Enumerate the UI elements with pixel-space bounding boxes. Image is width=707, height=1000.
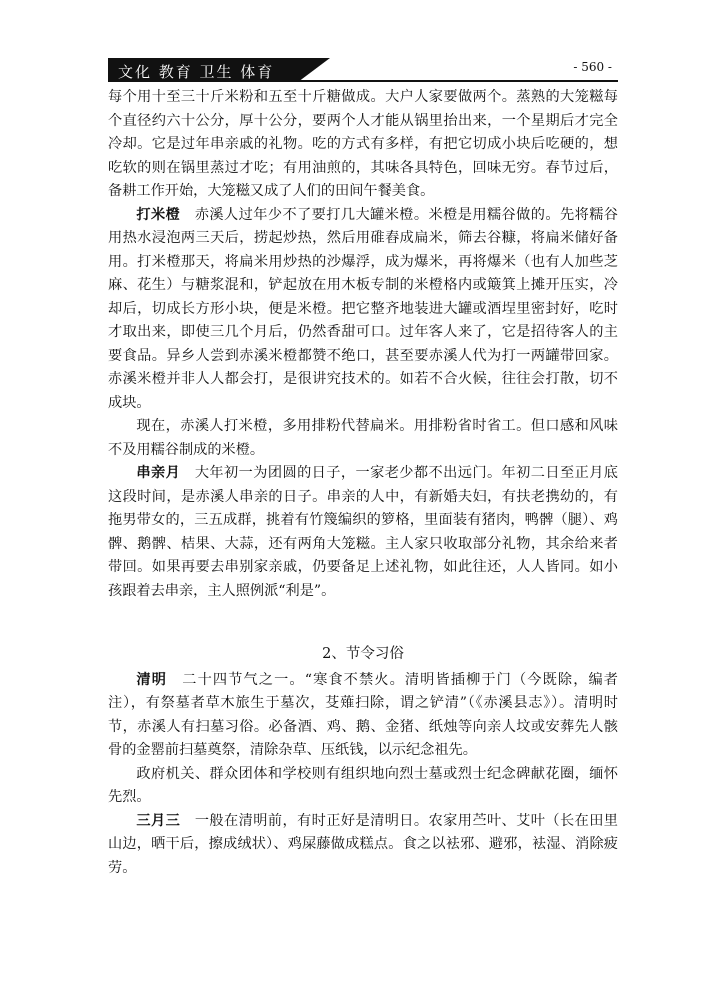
text-chuan-qin-yue: 大年初一为团圆的日子，一家老少都不出远门。年初二日至正月底这段时间，是赤溪人串亲的日子。串亲的人中，有新婚夫妇，有扶老携幼的，有拖男带女的，三五成群，挑着有竹篾编织的箩格，里面装有猪肉，鸭髀（腿）、鸡髀、鹅髀、桔果、大蒜，还有两角大笼糍。主人家只收取部分礼物，其余给来者带回。如果再要去串别家亲戚，仍要备足上述礼物，如此往还，人人皆同。如小孩跟着去串亲，主人照例派“利是”。 <box>108 465 618 599</box>
section-heading: 2、节令习俗 <box>322 646 404 662</box>
header-diagonal-edge <box>298 58 330 82</box>
paragraph-chuan-qin-yue <box>108 462 618 603</box>
term-mi-cheng: 打米橙 <box>136 206 181 223</box>
section-title: 文化 教育 卫生 体育 <box>118 63 275 81</box>
term-chuan-qin-yue: 串亲月 <box>136 465 181 481</box>
page-number: - 560 - <box>573 60 612 74</box>
term-san-yue-san: 三月三 <box>136 812 181 829</box>
spacer <box>108 603 618 619</box>
page-body <box>108 86 618 880</box>
running-header <box>108 58 618 82</box>
term-qingming: 清明 <box>136 671 167 688</box>
paragraph-san-yue-san <box>108 810 618 881</box>
paragraph-continuation: 每个用十至三十斤米粉和五至十斤糖做成。大户人家要做两个。蒸熟的大笼糍每个直径约六十公分，厚十公分，要两个人才能从锅里抬出来，一个星期后才完全冷却。它是过年串亲戚的礼物。吃的方式有多样，有把它切成小块后吃硬的，想吃软的则在锅里蒸过才吃；有用油煎的，其味各具特色，回味无穷。春节过后，备耕工作开始，大笼糍又成了人们的田间午餐美食。 <box>108 89 618 199</box>
text-qingming: 二十四节气之一。“寒食不禁火。清明皆插柳于门（今既除，编者注），有祭墓者草木旅生于墓次，芟薙扫除，谓之铲清”（《赤溪县志》）。清明时节，赤溪人有扫墓习俗。必备酒、鸡、鹅、金猪、纸烛等向亲人坟或安葬先人骸骨的金罂前扫墓奠祭，清除杂草、压纸钱，以示纪念祖先。 <box>108 671 618 758</box>
text-san-yue-san: 一般在清明前，有时正好是清明日。农家用苎叶、艾叶（长在田里山边，晒干后，擦成绒状）、鸡屎藤做成糕点。食之以袪邪、避邪，袪湿、消除疲劳。 <box>108 812 618 876</box>
text-mi-cheng: 赤溪人过年少不了要打几大罐米橙。米橙是用糯谷做的。先将糯谷用热水浸泡两三天后，捞起炒热，然后用碓舂成扁米，筛去谷糠，将扁米储好备用。打米橙那天，将扁米用炒热的沙爆浮，成为爆米，再将爆米（也有人加些芝麻、花生）与糖浆混和，铲起放在用木板专制的米橙格内或簸箕上摊开压实，冷却后，切成长方形小块，便是米橙。把它整齐地装进大罐或酒埕里密封好，吃时才取出来，即使三几个月后，仍然香甜可口。过年客人来了，它是招待客人的主要食品。异乡人尝到赤溪米橙都赞不绝口，甚至要赤溪人代为打一两罐带回家。赤溪米橙并非人人都会打，是很讲究技术的。如若不合火候，往往会打散，切不成块。 <box>108 206 618 411</box>
paragraph-mi-cheng <box>108 204 618 416</box>
paragraph-government: 政府机关、群众团体和学校则有组织地向烈士墓或烈士纪念碑献花圈，缅怀先烈。 <box>108 765 618 805</box>
paragraph-nowadays: 现在，赤溪人打米橙，多用排粉代替扁米。用排粉省时省工。但口感和风味不及用糯谷制成的米橙。 <box>108 418 618 458</box>
paragraph-qingming <box>108 669 618 763</box>
